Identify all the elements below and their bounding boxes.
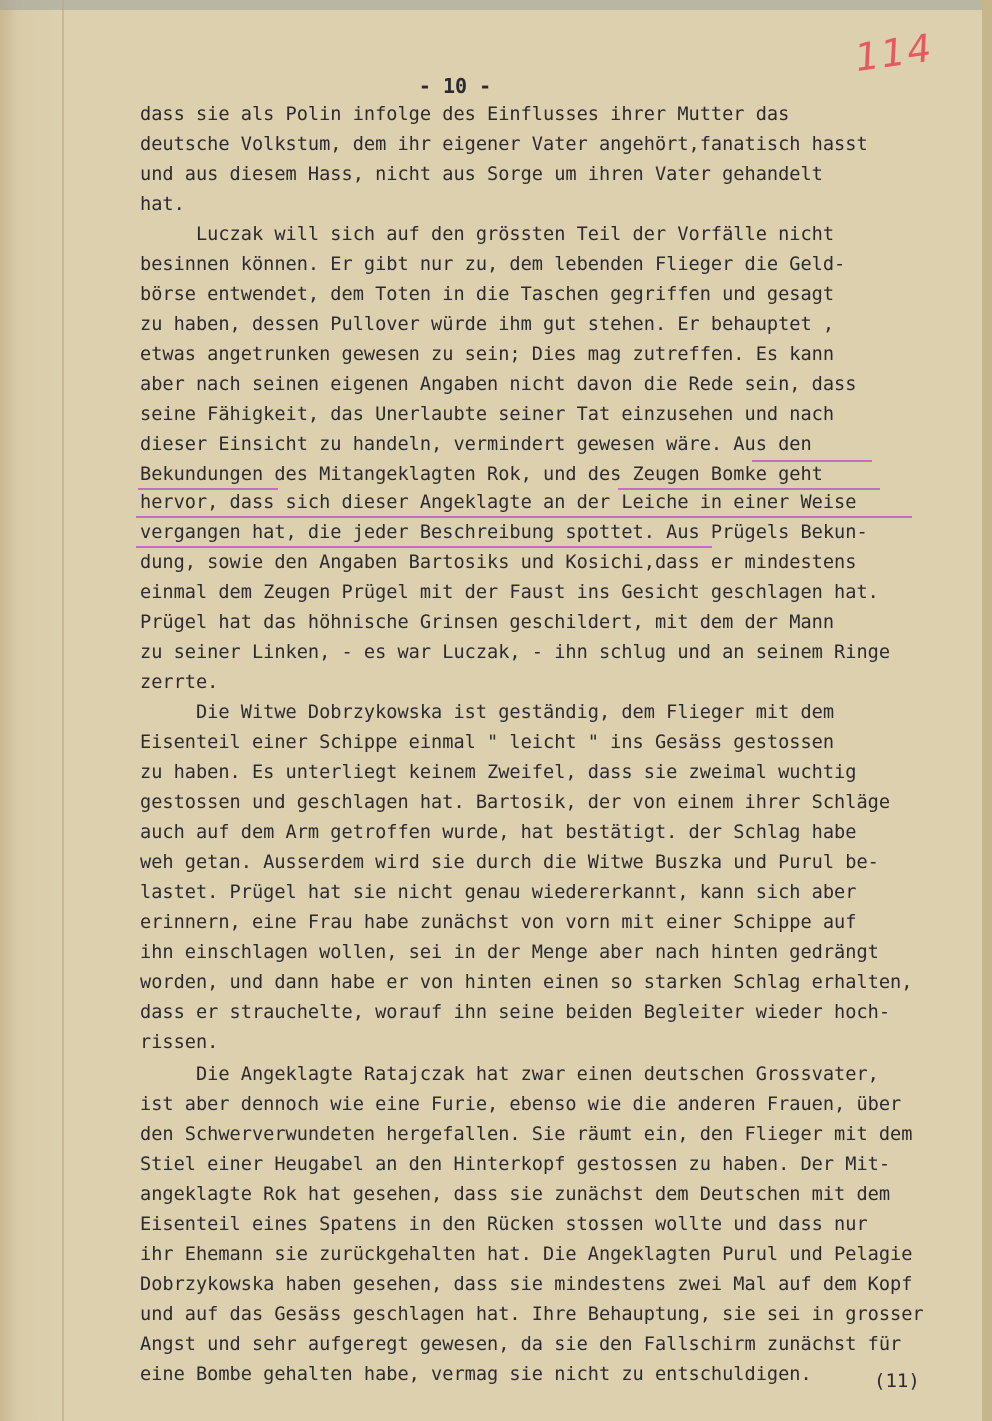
folio-number: 114 [852, 25, 936, 81]
text-line: lastet. Prügel hat sie nicht genau wiedererkannt, kann sich aber [140, 882, 857, 903]
scan-right-edge [982, 0, 992, 1421]
text-line: zu seiner Linken, - es war Luczak, - ihn schlug und an seinem Ringe [140, 642, 891, 663]
text-line: dass sie als Polin infolge des Einflusses ihrer Mutter das [140, 104, 790, 125]
text-line: und aus diesem Hass, nicht aus Sorge um ihren Vater gehandelt [140, 164, 823, 185]
text-line: hat. [140, 194, 185, 215]
underline-mark [136, 516, 912, 518]
underline-mark [138, 488, 278, 490]
text-line: börse entwendet, dem Toten in die Taschen gegriffen und gesagt [140, 284, 835, 305]
text-line: worden, und dann habe er von hinten einen so starken Schlag erhalten, [140, 972, 913, 993]
text-line: Die Angeklagte Ratajczak hat zwar einen deutschen Grossvater, [140, 1064, 879, 1085]
text-line: Eisenteil einer Schippe einmal " leicht " ins Gesäss gestossen [140, 732, 835, 753]
text-line: Stiel einer Heugabel an den Hinterkopf gestossen zu haben. Der Mit- [140, 1154, 891, 1175]
text-line: ihn einschlagen wollen, sei in der Menge aber nach hinten gedrängt [140, 942, 879, 963]
underline-mark [752, 460, 872, 462]
text-line: zu haben, dessen Pullover würde ihm gut stehen. Er behauptet , [140, 314, 835, 335]
text-line: angeklagte Rok hat gesehen, dass sie zunächst dem Deutschen mit dem [140, 1184, 891, 1205]
text-line: einmal dem Zeugen Prügel mit der Faust ins Gesicht geschlagen hat. [140, 582, 879, 603]
text-line: erinnern, eine Frau habe zunächst von vorn mit einer Schippe auf [140, 912, 857, 933]
text-line: Dobrzykowska haben gesehen, dass sie mindestens zwei Mal auf dem Kopf [140, 1274, 913, 1295]
text-line: dass er strauchelte, worauf ihn seine beiden Begleiter wieder hoch- [140, 1002, 891, 1023]
continuation-marker: (11) [874, 1370, 920, 1392]
text-line: ihr Ehemann sie zurückgehalten hat. Die Angeklagten Purul und Pelagie [140, 1244, 913, 1265]
text-line: Die Witwe Dobrzykowska ist geständig, dem Flieger mit dem [140, 702, 835, 723]
text-line: dieser Einsicht zu handeln, vermindert gewesen wäre. Aus den [140, 434, 812, 455]
text-line: Luczak will sich auf den grössten Teil der Vorfälle nicht [140, 224, 835, 245]
text-line: gestossen und geschlagen hat. Bartosik, der von einem ihrer Schläge [140, 792, 891, 813]
text-line: hervor, dass sich dieser Angeklagte an der Leiche in einer Weise [140, 492, 857, 513]
text-line: Eisenteil eines Spatens in den Rücken stossen wollte und dass nur [140, 1214, 868, 1235]
text-line: rissen. [140, 1032, 219, 1053]
text-line: Angst und sehr aufgeregt gewesen, da sie den Fallschirm zunächst für [140, 1334, 902, 1355]
text-line: zerrte. [140, 672, 219, 693]
text-line: und auf das Gesäss geschlagen hat. Ihre Behauptung, sie sei in grosser [140, 1304, 924, 1325]
text-line: aber nach seinen eigenen Angaben nicht davon die Rede sein, dass [140, 374, 857, 395]
text-line: etwas angetrunken gewesen zu sein; Dies mag zutreffen. Es kann [140, 344, 835, 365]
text-line: weh getan. Ausserdem wird sie durch die Witwe Buszka und Purul be- [140, 852, 879, 873]
text-line: ist aber dennoch wie eine Furie, ebenso wie die anderen Frauen, über [140, 1094, 902, 1115]
underline-mark [136, 546, 712, 548]
text-line: den Schwerverwundeten hergefallen. Sie räumt ein, den Flieger mit dem [140, 1124, 913, 1145]
text-line: deutsche Volkstum, dem ihr eigener Vater angehört,fanatisch hasst [140, 134, 868, 155]
text-line: auch auf dem Arm getroffen wurde, hat bestätigt. der Schlag habe [140, 822, 857, 843]
text-line: vergangen hat, die jeder Beschreibung spottet. Aus Prügels Bekun- [140, 522, 868, 543]
scan-top-edge [0, 0, 992, 10]
text-line: dung, sowie den Angaben Bartosiks und Kosichi,dass er mindestens [140, 552, 857, 573]
page-number: - 10 - [418, 74, 492, 98]
text-line: zu haben. Es unterliegt keinem Zweifel, dass sie zweimal wuchtig [140, 762, 857, 783]
text-line: Bekundungen des Mitangeklagten Rok, und des Zeugen Bomke geht [140, 464, 823, 485]
text-line: besinnen können. Er gibt nur zu, dem lebenden Flieger die Geld- [140, 254, 846, 275]
binding-margin-line [62, 0, 64, 1421]
text-line: seine Fähigkeit, das Unerlaubte seiner Tat einzusehen und nach [140, 404, 835, 425]
underline-mark [618, 488, 880, 490]
text-line: Prügel hat das höhnische Grinsen geschildert, mit dem der Mann [140, 612, 835, 633]
text-line: eine Bombe gehalten habe, vermag sie nicht zu entschuldigen. [140, 1364, 812, 1385]
